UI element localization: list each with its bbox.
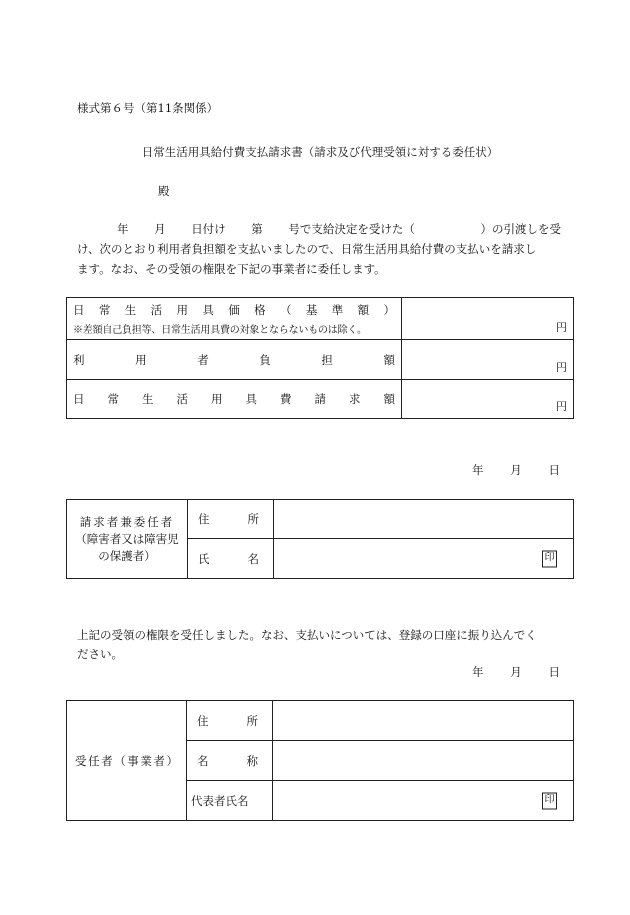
- acceptance-line-2: ださい。: [77, 647, 123, 661]
- claimant-address-field[interactable]: [274, 500, 574, 539]
- claimant-name-field[interactable]: [274, 539, 574, 579]
- claim-date: 年 月 日: [472, 463, 560, 477]
- agent-name-field[interactable]: [273, 741, 574, 781]
- intro-paragraph: [77, 219, 561, 279]
- claimant-role-note-1: （障害者又は障害児: [75, 531, 179, 546]
- agent-address-label-cell: [187, 701, 273, 741]
- claimant-address-label-cell: [188, 500, 274, 539]
- seal-mark: 印: [542, 792, 557, 809]
- yen-unit: 円: [556, 400, 567, 413]
- user-burden-label: 利 用 者 負 担 額: [73, 352, 395, 367]
- addressee-suffix: 殿: [158, 184, 170, 198]
- price-value-cell[interactable]: [402, 298, 574, 340]
- agent-address-label: 住 所: [197, 713, 258, 728]
- yen-unit: 円: [556, 361, 567, 374]
- claimant-name-label-cell: [188, 539, 274, 579]
- user-burden-value-cell[interactable]: [402, 340, 574, 380]
- agent-representative-field[interactable]: [273, 781, 574, 821]
- benefit-label-cell: [67, 380, 402, 419]
- acceptance-date: 年 月 日: [472, 665, 560, 679]
- amount-table: [66, 297, 574, 419]
- claimant-role: 請求者兼委任者: [79, 514, 175, 529]
- agent-name-label: 名 称: [197, 753, 258, 768]
- claimant-role-cell: [67, 500, 188, 579]
- form-number: 様式第６号（第11条関係）: [77, 101, 219, 115]
- agent-table: [66, 700, 574, 821]
- agent-role-cell: [67, 701, 187, 821]
- agent-representative-label-cell: [187, 781, 273, 821]
- yen-unit: 円: [556, 321, 567, 334]
- claimant-table: [66, 499, 574, 579]
- intro-line-2: け、次のとおり利用者負担額を支払いましたので、日常生活用具給付費の支払いを請求し: [77, 242, 537, 256]
- claimant-name-label: 氏 名: [198, 551, 259, 566]
- price-label-cell: [67, 298, 402, 340]
- acceptance-paragraph: [77, 626, 561, 664]
- intro-line-1: 年 月 日付け 第 号で支給決定を受けた（ ）の引渡しを受: [117, 222, 561, 236]
- benefit-value-cell[interactable]: [402, 380, 574, 419]
- agent-name-label-cell: [187, 741, 273, 781]
- claimant-address-label: 住 所: [198, 512, 259, 526]
- agent-role: 受 任 者 （ 事 業 者 ）: [75, 753, 178, 768]
- acceptance-line-1: 上記の受領の権限を受任しました。なお、支払いについては、登録の口座に振り込んでく: [77, 628, 537, 642]
- agent-address-field[interactable]: [273, 701, 574, 741]
- seal-mark: 印: [542, 550, 557, 567]
- claimant-role-note-2: の保護者）: [98, 548, 156, 563]
- price-label: 日 常 生 活 用 具 価 格 （ 基 準 額 ）: [73, 302, 395, 317]
- document-title: 日常生活用具給付費支払請求書（請求及び代理受領に対する委任状）: [141, 145, 499, 159]
- price-note: ※差額自己負担等、日常生活用具費の対象とならないものは除く。: [73, 324, 367, 336]
- intro-line-3: ます。なお、その受領の権限を下記の事業者に委任します。: [77, 262, 386, 276]
- user-burden-label-cell: [67, 340, 402, 380]
- benefit-label: 日 常 生 活 用 具 費 請 求 額: [73, 392, 395, 406]
- agent-representative-label: 代表者氏名: [191, 793, 249, 808]
